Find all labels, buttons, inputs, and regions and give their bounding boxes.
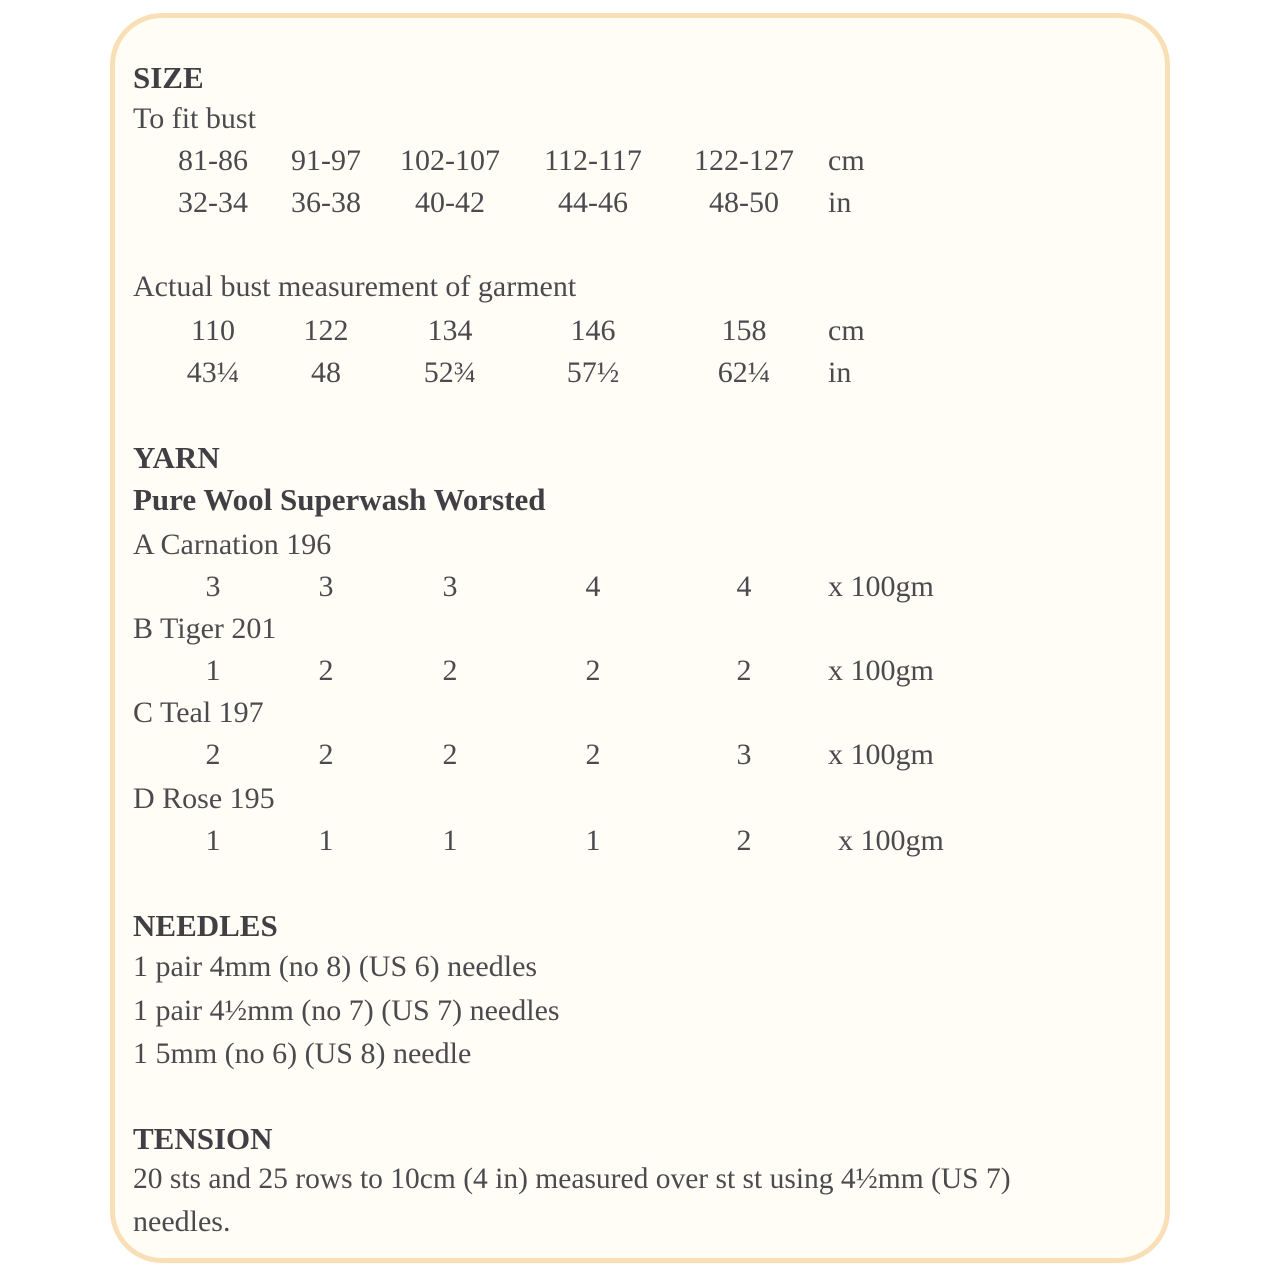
fit-in-2: 36-38: [291, 186, 361, 219]
yarn-d-qty-4: 1: [585, 824, 601, 857]
yarn-c-qty-1: 2: [205, 738, 221, 771]
yarn-heading: YARN: [133, 440, 220, 475]
yarn-a-unit: x 100gm: [828, 570, 934, 603]
yarn-d-qty-2: 1: [318, 824, 334, 857]
fit-in-unit: in: [828, 186, 852, 219]
fit-cm-unit: cm: [828, 144, 865, 177]
yarn-d-unit: x 100gm: [838, 824, 944, 857]
fit-in-3: 40-42: [415, 186, 485, 219]
actual-cm-3: 134: [427, 314, 473, 347]
yarn-a-qty-5: 4: [736, 570, 752, 603]
actual-in-4: 57½: [566, 356, 620, 389]
yarn-product: Pure Wool Superwash Worsted: [133, 482, 546, 517]
actual-bust-label: Actual bust measurement of garment: [133, 270, 577, 303]
actual-in-2: 48: [311, 356, 341, 389]
yarn-b-qty-4: 2: [585, 654, 601, 687]
fit-cm-4: 112-117: [544, 144, 642, 177]
fit-in-5: 48-50: [709, 186, 779, 219]
yarn-a-qty-1: 3: [205, 570, 221, 603]
needle-item-3: 1 5mm (no 6) (US 8) needle: [133, 1037, 472, 1070]
actual-cm-unit: cm: [828, 314, 865, 347]
yarn-colour-a: A Carnation 196: [133, 528, 332, 561]
yarn-colour-d: D Rose 195: [133, 782, 275, 815]
yarn-d-qty-5: 2: [736, 824, 752, 857]
fit-in-1: 32-34: [178, 186, 248, 219]
yarn-b-qty-2: 2: [318, 654, 334, 687]
actual-cm-1: 110: [191, 314, 235, 347]
actual-cm-4: 146: [570, 314, 616, 347]
yarn-c-qty-2: 2: [318, 738, 334, 771]
tension-heading: TENSION: [133, 1121, 273, 1156]
fit-cm-1: 81-86: [178, 144, 248, 177]
actual-in-5: 62¼: [717, 356, 771, 389]
yarn-c-qty-4: 2: [585, 738, 601, 771]
yarn-a-qty-3: 3: [442, 570, 458, 603]
yarn-colour-b: B Tiger 201: [133, 612, 277, 645]
fit-cm-2: 91-97: [291, 144, 361, 177]
yarn-c-qty-5: 3: [736, 738, 752, 771]
yarn-a-qty-2: 3: [318, 570, 334, 603]
yarn-b-qty-1: 1: [205, 654, 221, 687]
fit-bust-label: To fit bust: [133, 102, 256, 135]
yarn-a-qty-4: 4: [585, 570, 601, 603]
yarn-d-qty-3: 1: [442, 824, 458, 857]
fit-in-4: 44-46: [558, 186, 628, 219]
yarn-c-unit: x 100gm: [828, 738, 934, 771]
actual-in-unit: in: [828, 356, 852, 389]
size-heading: SIZE: [133, 60, 204, 95]
yarn-colour-c: C Teal 197: [133, 696, 264, 729]
needle-item-2: 1 pair 4½mm (no 7) (US 7) needles: [133, 994, 560, 1027]
yarn-b-qty-3: 2: [442, 654, 458, 687]
needles-heading: NEEDLES: [133, 908, 278, 943]
needle-item-1: 1 pair 4mm (no 8) (US 6) needles: [133, 950, 538, 983]
tension-line-2: needles.: [133, 1205, 231, 1238]
actual-in-3: 52¾: [423, 356, 477, 389]
actual-in-1: 43¼: [186, 356, 240, 389]
yarn-d-qty-1: 1: [205, 824, 221, 857]
tension-line-1: 20 sts and 25 rows to 10cm (4 in) measured over st st using 4½mm (US 7): [133, 1163, 1011, 1195]
fit-cm-3: 102-107: [400, 144, 500, 177]
yarn-b-qty-5: 2: [736, 654, 752, 687]
actual-cm-5: 158: [721, 314, 767, 347]
actual-cm-2: 122: [303, 314, 349, 347]
yarn-c-qty-3: 2: [442, 738, 458, 771]
fit-cm-5: 122-127: [694, 144, 794, 177]
yarn-b-unit: x 100gm: [828, 654, 934, 687]
